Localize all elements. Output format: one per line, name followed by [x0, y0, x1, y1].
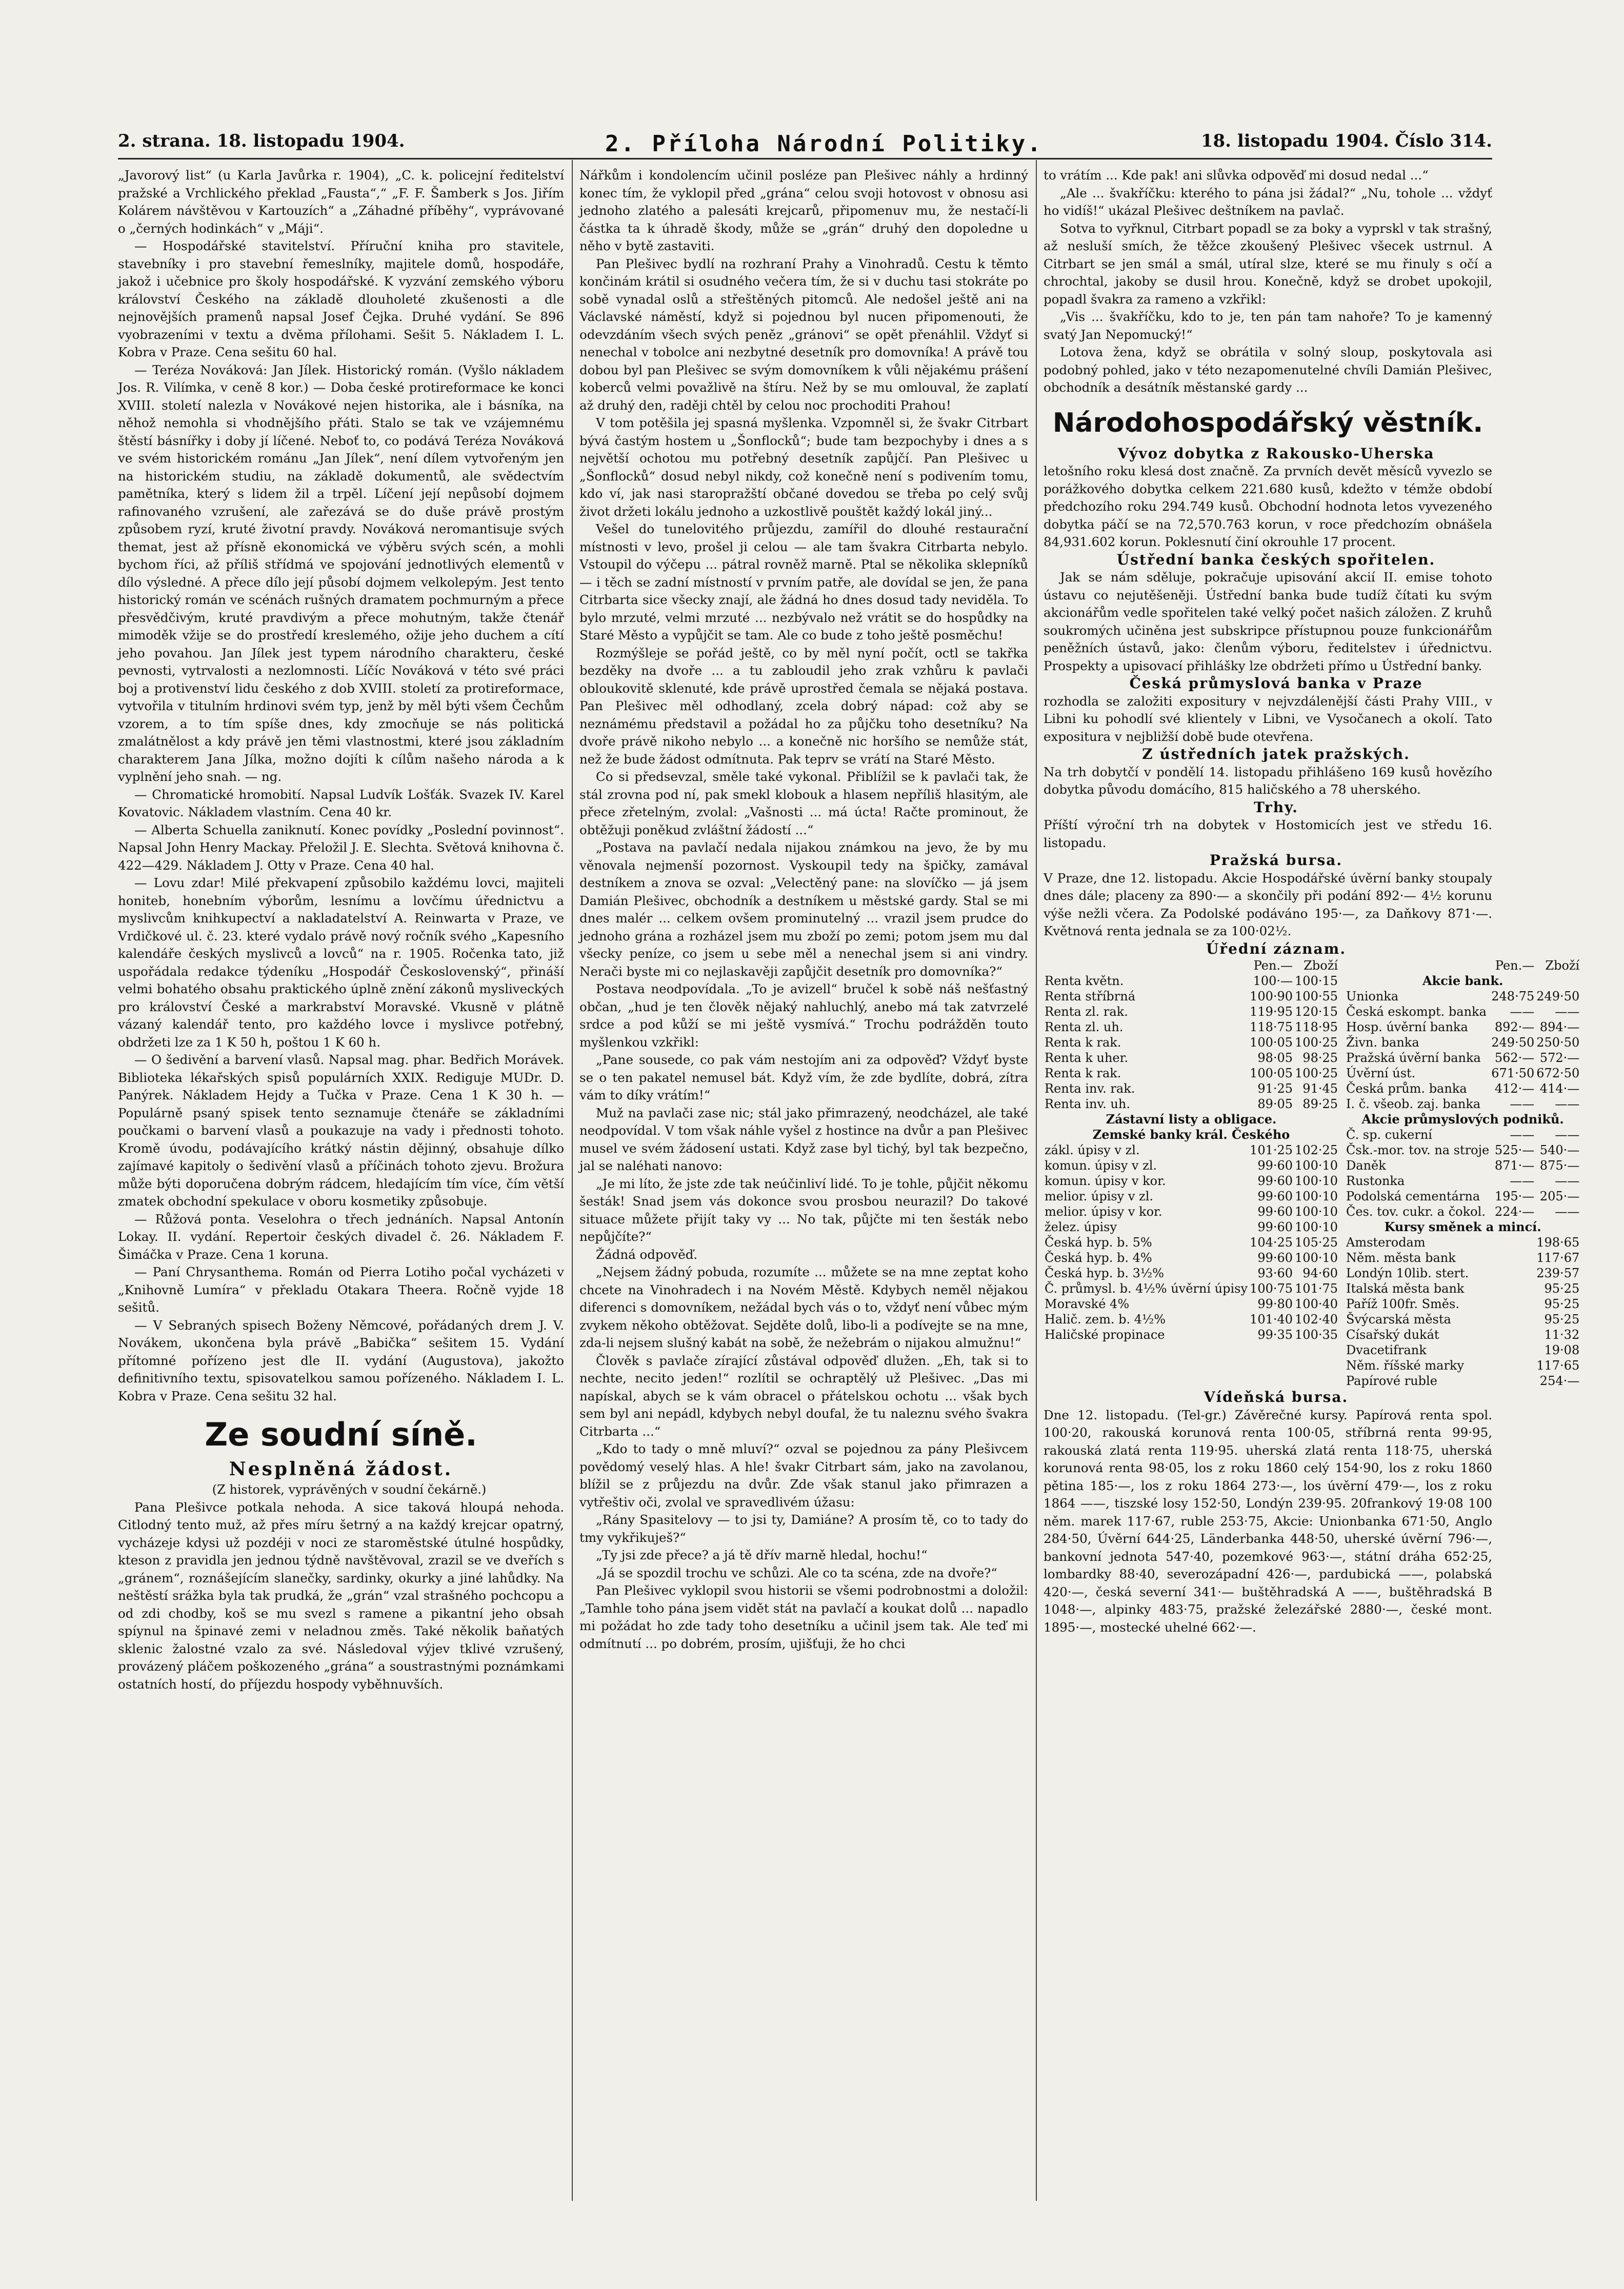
- table-cell: 101·25: [1250, 1143, 1293, 1157]
- table-cell: 100·05: [1250, 1066, 1293, 1080]
- table-cell: Zemské banky král. Českého: [1092, 1127, 1290, 1142]
- table-cell: 525·—: [1494, 1143, 1535, 1157]
- table-cell: Italská města bank: [1346, 1281, 1465, 1296]
- table-row: [1345, 1096, 1580, 1112]
- table-cell: 93·60: [1257, 1266, 1293, 1280]
- table-cell: 875·—: [1539, 1158, 1580, 1173]
- table-cell: 414·—: [1539, 1081, 1580, 1096]
- table-cell: 100·10: [1295, 1220, 1338, 1234]
- table-row: [1044, 1327, 1339, 1342]
- table-cell: Česká eskompt. banka: [1346, 1005, 1487, 1019]
- table-row: [1345, 989, 1580, 1004]
- table-cell: Rustonka: [1346, 1174, 1405, 1188]
- subheading: Vývoz dobytka z Rakousko-Uherska: [1117, 445, 1435, 462]
- table-cell: 254·—: [1539, 1374, 1580, 1388]
- table-row: [1044, 1158, 1339, 1173]
- table-cell: [1490, 1342, 1535, 1358]
- table-cell: 100·55: [1295, 989, 1338, 1003]
- paragraph: Rozmýšleje se pořád ještě, co by měl nyní počít, octl se takřka bezděky na dvoře ... a tu zabloudil jeho zrak vzhůru k pavlači obloukovitě sklenuté, kde právě uprostřed čemala se nějaká postava. Pan Plešivec měl odhodlaný, zcela dobrý nápad: což aby se neznámému představil a požádal ho za půjčku toho desetníku? Na dvoře právě nikoho nebylo ... a konečně nic horšího se nemůže stát, než že bude žádost odmítnuta. Pak teprv se vrátí na Staré Město.: [579, 645, 1028, 767]
- table-cell: 119·95: [1250, 1005, 1293, 1019]
- table-cell: 95·25: [1544, 1281, 1580, 1296]
- table-cell: Renta květn.: [1045, 974, 1124, 988]
- table-header-row: [1044, 958, 1339, 973]
- paragraph: Na trh dobytčí v pondělí 14. listopadu přihlášeno 169 kusů hovězího dobytka původu domácího, 815 haličského a 78 uherského.: [1044, 764, 1492, 797]
- table-cell: [1490, 1235, 1535, 1250]
- table-cell: Zástavní listy a obligace.: [1106, 1112, 1277, 1127]
- table-cell: Renta zl. uh.: [1045, 1020, 1124, 1034]
- header-title: 2. Příloha Národní Politiky.: [605, 131, 1043, 157]
- table-cell: ——: [1510, 1097, 1535, 1111]
- column-divider-1: [572, 160, 573, 2201]
- table-cell: Londýn 10lib. stert.: [1346, 1266, 1469, 1280]
- table-cell: 195·—: [1494, 1189, 1535, 1203]
- table-row: [1044, 1112, 1339, 1127]
- page-header: [118, 131, 1492, 162]
- table-cell: Renta inv. uh.: [1045, 1097, 1130, 1111]
- table-cell: 892·—: [1494, 1020, 1535, 1034]
- table-cell: [1490, 1266, 1535, 1281]
- table-cell: 89·25: [1302, 1097, 1338, 1111]
- paragraph: V tom potěšila jej spasná myšlenka. Vzpomněl si, že švakr Citrbart bývá častým hostem u „Šonflocků“; bude tam bezpochyby i dnes a s největší ochotou mu potřebný desetník zapůjčí. Pan Plešivec u „Šonflocků“ dosud nebyl nikdy, což konečně není s podivením tomu, kdo ví, jak nasi staropražští občané dovedou se třeba po celý svůj život držeti lokálu jednoho a uzkostlivě pouštět každý lokál jiný...: [579, 415, 1028, 519]
- article-source: (Z historek, vyprávěných v soudní čekárně.): [212, 1482, 487, 1497]
- table-row: [1044, 1019, 1339, 1035]
- table-cell: zákl. úpisy v zl.: [1045, 1143, 1140, 1157]
- paragraph: „Kdo to tady o mně mluví?“ ozval se pojednou za pány Plešivcem povědomý veselý hlas. A hle! švakr Citrbart sám, jako na zavolanou, blížil se z průjezdu na dvůr. Zde však stanul jako přimrazen a vytřeštiv oči, zvolal ve spravedlivém úžasu:: [579, 1441, 1028, 1510]
- table-header-cell: [1345, 958, 1490, 973]
- table-cell: Unionka: [1346, 989, 1399, 1003]
- paragraph: Muž na pavlači zase nic; stál jako přimrazený, neodcházel, ale také neodpovídal. V tom však náhle vyšel z hostince na dvůr a pan Plešivec musel ve svém žádosení ustati. Když zase byl tichý, byl tak bezpečno, jal se naléhati nanovo:: [579, 1105, 1028, 1173]
- table-cell: Podolská cementárna: [1346, 1189, 1480, 1203]
- paragraph: — Alberta Schuella zaniknutí. Konec povídky „Poslední povinnost“. Napsal John Henry Mackay. Přeložil J. E. Slechta. Světová knihovna č. 422—429. Nákladem J. Otty v Praze. Cena 40 hal.: [118, 822, 564, 873]
- table-cell: 105·25: [1295, 1235, 1338, 1250]
- table-row: [1345, 1189, 1580, 1204]
- column-3: [1044, 167, 1580, 2197]
- table-cell: Česká hyp. b. 5%: [1045, 1235, 1152, 1250]
- table-cell: želez. úpisy: [1045, 1220, 1117, 1234]
- table-header-row: [1345, 958, 1580, 973]
- table-cell: 250·50: [1536, 1035, 1580, 1050]
- table-cell: 99·60: [1257, 1158, 1293, 1173]
- table-cell: 99·60: [1257, 1174, 1293, 1188]
- table-cell: Kursy směnek a mincí.: [1384, 1219, 1541, 1234]
- table-cell: 11·32: [1544, 1328, 1580, 1342]
- table-cell: Čsk.-mor. tov. na stroje: [1346, 1143, 1490, 1157]
- table-cell: 100·35: [1295, 1328, 1338, 1342]
- table-cell: 118·95: [1295, 1020, 1338, 1034]
- table-cell: [1490, 1281, 1535, 1296]
- table-cell: 101·75: [1295, 1281, 1338, 1296]
- table-cell: 98·25: [1302, 1051, 1338, 1065]
- table-cell: 100·10: [1295, 1174, 1338, 1188]
- table-cell: ——: [1555, 1128, 1580, 1142]
- table-cell: Renta k uher.: [1045, 1051, 1129, 1065]
- table-row: [1345, 1342, 1580, 1358]
- table-row: [1345, 1296, 1580, 1312]
- table-cell: 540·—: [1539, 1143, 1580, 1157]
- table-cell: 99·60: [1257, 1251, 1293, 1265]
- paragraph: „Javorový list“ (u Karla Javůrka r. 1904), „C. k. policejní ředitelství pražské a Vrchlického překlad „Fausta“,“ „F. F. Šamberk s Jos. Jiřím Kolárem návštěvou v Kartouzích“ a „Záhadné příběhy“, vyprávované o „černých hodinkách“ v „Máji“.: [118, 168, 564, 236]
- table-cell: 91·25: [1257, 1081, 1293, 1096]
- subheading: Trhy.: [1254, 798, 1298, 816]
- table-row: [1044, 1173, 1339, 1189]
- table-row: [1345, 1081, 1580, 1096]
- subheading: Z ústředních jatek pražských.: [1142, 746, 1410, 762]
- table-row: [1345, 1142, 1580, 1158]
- paragraph: „Pane sousede, co pak vám nestojím ani za odpověď? Vždyť byste se o ten pakatel nemusel bát. Když vím, že zde bydlíte, dobrá, zítra vám to díky vrátím!“: [579, 1052, 1028, 1102]
- table-row: [1345, 1358, 1580, 1373]
- table-cell: [1490, 1358, 1535, 1373]
- table-cell: 412·—: [1494, 1081, 1535, 1096]
- header-right: 18. listopadu 1904. Číslo 314.: [1200, 131, 1492, 151]
- table-cell: 100·10: [1295, 1251, 1338, 1265]
- table-header-cell: Zboží: [1545, 958, 1580, 973]
- table-cell: ——: [1555, 1005, 1580, 1019]
- table-row: [1345, 1204, 1580, 1219]
- paragraph: „Vis ... švakříčku, kdo to je, ten pán tam nahoře? To je kamenný svatý Jan Nepomucký!“: [1044, 309, 1492, 342]
- column-1: [118, 167, 564, 2197]
- paragraph: — O šedivění a barvení vlasů. Napsal mag. phar. Bedřich Morávek. Biblioteka lékařských spisů populárních XXIX. Rediguje MUDr. D. Panýrek. Nákladem Hejdy a Tučka v Praze. Cena 1 K 30 h. — Populárně psaný spisek tento seznamuje čtenáře se základními poučkami o barvení vlasů a poukazuje na vady i přednosti tohoto. Kromě úvodu, podávajícího krátký nástin dějinný, obsahuje dílko zajímavé kapitoly o šedivění vlasů a příčinách tohoto zjevu. Brožura může býti doporučena dobrým rádcem, hledajícím tím více, čím větší zmatek obchodní spekulace v oboru kosmetiky způsobuje.: [118, 1052, 564, 1209]
- table-cell: 102·40: [1295, 1312, 1338, 1327]
- paragraph: „Ty jsi zde přece? a já tě dřív marně hledal, hochu!“: [596, 1548, 928, 1562]
- paragraph: — Růžová ponta. Veselohra o třech jednáních. Napsal Antonín Lokay. II. vydání. Repertoir českých divadel č. 26. Nákladem F. Šimáčka v Praze. Cena 1 koruna.: [118, 1211, 564, 1262]
- table-cell: 99·60: [1257, 1189, 1293, 1203]
- table-cell: 100·10: [1295, 1158, 1338, 1173]
- table-row: [1044, 1127, 1339, 1142]
- table-row: [1044, 1219, 1339, 1235]
- table-cell: Amsterodam: [1346, 1235, 1426, 1250]
- paragraph: „Postava na pavlačí nedala nijakou známkou na jevo, že by mu věnovala nejmenší pozornost. Vyskoupil tedy na špičky, zamával destníkem a znova se ozval: „Velectěný pane: na slovíčko — já jsem Damián Plešivec, obchodník a destníkem u městské gardy. Stal se mi dnes malér ... celkem ovšem prominutelný ... vrazil jsem prudce do jednoho grána a rozházel jsem mu zboží po zemi; potom jsem mu dal všecky peníze, co jsem u sebe měl a nenechal jsem si ani vindry. Nerači byste mi co nejlaskavěji zapůjčit desetník pro domovníka?“: [579, 840, 1028, 979]
- header-rule: [118, 158, 1492, 159]
- table-cell: 89·05: [1257, 1097, 1293, 1111]
- stock-table-left: [1044, 958, 1339, 1342]
- table-cell: 101·40: [1250, 1312, 1293, 1327]
- paragraph: to vrátím ... Kde pak! ani slůvka odpověď mi dosud nedal ...“: [1044, 168, 1429, 183]
- table-cell: komun. úpisy v zl.: [1045, 1158, 1157, 1173]
- table-row: [1044, 1142, 1339, 1158]
- table-cell: 871·—: [1494, 1158, 1535, 1173]
- table-cell: ——: [1555, 1174, 1580, 1188]
- table-row: [1044, 1204, 1339, 1219]
- table-row: [1345, 1281, 1580, 1296]
- table-cell: 100·10: [1295, 1189, 1338, 1203]
- header-left: 2. strana. 18. listopadu 1904.: [118, 131, 405, 151]
- table-cell: Renta zl. rak.: [1045, 1005, 1128, 1019]
- table-cell: 95·25: [1544, 1312, 1580, 1327]
- table-header-cell: Zboží: [1304, 958, 1338, 973]
- table-row: [1345, 1327, 1580, 1342]
- table-title: Úřední záznam.: [1206, 940, 1347, 957]
- paragraph: Příští výroční trh na dobytek v Hostomicích jest ve středu 16. listopadu.: [1044, 817, 1492, 850]
- table-row: [1044, 1066, 1339, 1081]
- table-cell: Česká prům. banka: [1346, 1081, 1467, 1096]
- table-row: [1345, 1312, 1580, 1327]
- paragraph: Sotva to vyřknul, Citrbart popadl se za boky a vyprskl v tak strašný, až nesluší smích, že těžce zkoušený Plešivec všecek ustrnul. A Citrbart se jen smál a smál, utíral slze, které se mu řinuly s očí a chrochtal, jakoby se dusil hrou. Konečně, když se drobet upokojil, popadl švakra za rameno a vzkřikl:: [1044, 220, 1492, 307]
- paragraph: Pan Plešivec vyklopil svou historii se všemi podrobnostmi a doložil: „Tamhle toho pána jsem vidět stát na pavlačí a koukat dolů ... napadlo mi požádat ho zde tady toho desetníku a učinil jsem tak. Ale teď mi odmítnutí ... po dobrém, prosím, ujišťuji, že ho chci: [579, 1583, 1028, 1651]
- table-cell: 99·60: [1257, 1220, 1293, 1234]
- table-row: [1345, 1112, 1580, 1127]
- column-divider-2: [1036, 160, 1037, 2201]
- table-cell: Č. průmysl. b. 4½% úvěrní úpisy: [1045, 1281, 1248, 1296]
- table-row: [1345, 1373, 1580, 1389]
- table-cell: 102·25: [1295, 1143, 1338, 1157]
- table-cell: I. č. všeob. zaj. banka: [1346, 1097, 1481, 1111]
- paragraph: Vešel do tunelovitého průjezdu, zamířil do dlouhé restaurační místnosti v levo, prošel ji celou — ale tam švakra Citrbarta nebylo. Vstoupil do výčepu ... pátral rovněž marně. Ptal se několika sklepníků — i těch se zadní místností v prvním patře, ale dovídal se jen, že pana Citrbarta sice všecky znají, ale žádná ho dnes dosud tady neviděla. To bylo mrzuté, velmi mrzuté ... nezbývalo než vrátit se do hospůdky na Staré Město a vypůjčit se tam. Ale co bude z toho ještě posměchu!: [579, 521, 1028, 642]
- table-cell: Císařský dukát: [1346, 1328, 1439, 1342]
- table-cell: 104·25: [1250, 1235, 1293, 1250]
- table-header-cell: Pen.—: [1495, 958, 1535, 973]
- table-cell: Daněk: [1346, 1158, 1386, 1173]
- paragraph: „Já se spozdil trochu ve schůzi. Ale co ta scéna, zde na dvoře?“: [596, 1565, 997, 1580]
- table-cell: [1490, 1250, 1535, 1266]
- column-2: [579, 167, 1028, 2197]
- table-cell: 205·—: [1539, 1189, 1580, 1203]
- table-row: [1044, 973, 1339, 989]
- table-cell: 94·60: [1302, 1266, 1338, 1280]
- table-cell: 95·25: [1544, 1297, 1580, 1311]
- table-cell: Čes. tov. cukr. a čokol.: [1346, 1204, 1486, 1219]
- table-cell: 249·50: [1491, 1035, 1535, 1050]
- paragraph: — Hospodářské stavitelství. Příruční kniha pro stavitele, stavebníky i pro stavební řemeslníky, majitele domů, hospodáře, jakož i učebnice pro školy hospodářské. K vyzvání zemského výboru království Českého na základě dlouholeté zkušenosti a dle nejnovějších pramenů napsal Josef Čejka. Druhé vydání. Se 896 vyobrazeními v textu a dvěma přílohami. Sešit 5. Nákladem I. L. Kobra v Praze. Cena sešitu 60 hal.: [118, 238, 564, 359]
- paragraph: Nářkům i kondolencím učinil posléze pan Plešivec náhly a hrdinný konec tím, že vyklopil před „grána“ celou svoji hotovost v obnosu asi jednoho zlatého a palesáti krejcarů, připomenuv mu, že nestačí-li částka ta k úhradě škody, může se „grán“ druhý den dopoledne u něho v bytě zastaviti.: [579, 168, 1028, 253]
- table-row: [1044, 1081, 1339, 1096]
- paragraph: — Lovu zdar! Milé překvapení způsobilo každému lovci, majiteli honiteb, honebním výborům, lesnímu a lovčímu úřednictvu a myslivcům knihkupectví a nakladatelství A. Reinwarta v Praze, ve Vrdičkové ul. č. 23. které vydalo právě nový ročník svého „Kapesního kalendáře českých myslivců a lovců“ na r. 1905. Ročenka tato, již uspořádala redakce týdeníku „Hospodář Československý“, přináší velmi bohatého obsahu praktického úplně znění zákonů mysliveckých pro království České a markrabství Moravské. Vkusně v plátně vázaný kalendář tento, pro každého lovce i myslivce potřebný, obdržeti lze za 1 K 50 h, poštou 1 K 60 h.: [118, 875, 564, 1050]
- table-row: [1345, 1235, 1580, 1250]
- table-row: [1044, 989, 1339, 1004]
- table-cell: Halič. zem. b. 4½%: [1045, 1312, 1166, 1327]
- table-cell: [1490, 1373, 1535, 1389]
- table-cell: 239·57: [1536, 1266, 1580, 1280]
- table-cell: Akcie průmyslových podniků.: [1361, 1112, 1564, 1127]
- paragraph: — Teréza Nováková: Jan Jílek. Historický román. (Vyšlo nákladem Jos. R. Vilímka, v ceně 8 kor.) — Doba české protireformace ke konci XVIII. století nalezla v Novákové nejen historika, ale i básníka, na něhož nemohla si vhodnějšího přáti. Stalo se tak ve vzájemnému štěstí básnířky i doby jí líčené. Neboť to, co podává Teréza Nováková ve svém historickém románu „Jan Jílek“, není dílem vytvořeným jen na historickém studiu, na základě dokumentů, ale svědectvím pamětníka, který s lidem žil a trpěl. Líčení její nepůsobí dojmem rafinovaného vzrušení, ale zařezává se do duše právě prostým způsobem ryzí, kruté životní pravdy. Nováková neromantisuje svých themat, jest až přísně ekonomická ve výběru svých scén, a mohli bychom říci, až příliš střídmá ve spojování jednotlivých elementů v dílo výsledné. A přece dílo její působí dojmem velkolepým. Jest tento historický román ve scénách rušných dramatem pochmurným a přece přesvědčivým, kruté pravdivým a přece mohutným, takže čtenář mimoděk vžije se do prostředí kreslemého, ožije jeho duchem a cítí jeho povahou. Jan Jílek jest typem národního charakteru, české pevnosti, vytrvalosti a nezlomnosti. Líčíc Nováková v této své práci boj a protivenství lidu českého z dob XVIII. století za protireformace, vytvořila v titulním hrdinovi svém typ, jenž by měl býti všem Čechům vzorem, a to tím spíše dnes, kdy zmocňuje se nás politická zmalátnělost a kdy právě jen těmi vlastnostmi, které jsou základním charakterem Jana Jílka, možno dojíti k cílům našeho národa a k vyplnění jeho snah. — ng.: [118, 362, 564, 784]
- table-row: [1345, 1173, 1580, 1189]
- table-cell: 120·15: [1295, 1005, 1338, 1019]
- table-cell: komun. úpisy v kor.: [1045, 1174, 1166, 1188]
- table-cell: ——: [1510, 1005, 1535, 1019]
- table-cell: ——: [1555, 1097, 1580, 1111]
- table-row: [1345, 1158, 1580, 1173]
- article-title: Nesplněná žádost.: [229, 1458, 453, 1480]
- table-cell: Renta inv. rak.: [1045, 1081, 1135, 1096]
- table-cell: Živn. banka: [1346, 1035, 1419, 1050]
- table-row: [1345, 1219, 1580, 1235]
- table-cell: 100·75: [1250, 1281, 1293, 1296]
- table-cell: Česká hyp. b. 4%: [1045, 1251, 1152, 1265]
- paragraph: „Nejsem žádný pobuda, rozumíte ... můžete se na mne zeptat koho chcete na Vinohradech i na Novém Městě. Kdybych neměl nějakou diferenci s domovníkem, nežádal bych vás o to, vždyť není vůbec mým zvykem někoho obtěžovat. Sejděte dolů, libo-li a podívejte se na mne, zda-li nejsem slušný kabát na sobě, že nežebrám o nijakou almužnu!“: [579, 1264, 1028, 1350]
- table-cell: 117·65: [1536, 1358, 1580, 1373]
- paragraph: „Je mi líto, že jste zde tak neúčinliví lidé. To je tohle, půjčit někomu šesták! Snad jsem vás dokonce svou prosbou neurazil? Do takové situace můžete přijít taky vy ... No tak, půjčte mi ten šesták nebo nepůjčíte?“: [579, 1176, 1028, 1244]
- table-cell: Česká hyp. b. 3½%: [1045, 1266, 1164, 1280]
- table-cell: 99·35: [1257, 1328, 1293, 1342]
- paragraph: Dne 12. listopadu. (Tel-gr.) Závěrečné kursy. Papírová renta spol. 100·20, rakouská korunová renta 100·05, stříbrná renta 99·95, rakouská zlatá renta 119·95. uherská zlatá renta 118·75, uherská korunová renta 98·05, los z roku 1860 celý 154·90, los z roku 1860 pětina 185·—, los z roku 1864 273·—, los úvěrní 479·—, los z roku 1864 ——, tiszské losy 152·50, Londýn 239·95. 20frankový 19·08 100 něm. marek 117·67, ruble 253·75, Akcie: Unionbanka 671·50, Anglo 284·50, Úvěrní 644·25, Länderbanka 448·50, uherské úvěrní 796·—, bankovní jednota 547·40, pozemkové 963·—, státní dráha 652·25, lombardky 88·40, severozápadní 426·—, pardubická ——, polabská 420·—, česká severní 341·— buštěhradská A ——, buštěhradská B 1048·—, alpinky 483·75, pražské železářské 2880·—, české mont. 1895·—, mostecké uhelné 662·—.: [1044, 1407, 1492, 1635]
- section-title-court: Ze soudní síně.: [205, 1416, 477, 1453]
- table-cell: 100·05: [1250, 1035, 1293, 1050]
- paragraph: Pan Plešivec bydlí na rozhraní Prahy a Vinohradů. Cestu k těmto končinám krátil si osudného večera tím, že si v duchu tasi stokráte po sobě vynadal oslů a střeštěných pitomců. Ale nedošel ještě ani na Václavské náměstí, když si pojednou byl nucen připomenouti, že odevzdáním všech svých peněz „gránovi“ se opět přenáhlil. Vždyť si nenechal v tobolce ani nezbytné desetník pro domovníka! A právě tou dobou byl pan Plešivec se svým domovníkem k vůli nějakému prášení koberců velmi považlivě na štíru. Než by se mu omlouval, že zaplatí až druhý den, raději chtěl by celou noc prochoditi Prahou!: [579, 256, 1028, 413]
- table-row: [1044, 1312, 1339, 1327]
- paragraph: — V Sebraných spisech Boženy Němcové, pořádaných drem J. V. Novákem, ukončena byla právě „Babička“ sešitem 15. Vydání přítomné pořízeno jest dle II. vydání (Augustova), jakožto definitivního textu, spisovatelkou samou pořízeného. Nákladem I. L. Kobra v Praze. Cena sešitu 32 hal.: [118, 1317, 564, 1403]
- table-cell: melior. úpisy v kor.: [1045, 1204, 1162, 1219]
- table-cell: 100·90: [1250, 989, 1293, 1003]
- table-cell: ——: [1510, 1128, 1535, 1142]
- table-cell: 672·50: [1536, 1066, 1580, 1080]
- table-cell: Č. sp. cukerní: [1346, 1128, 1432, 1142]
- table-cell: Haličské propinace: [1045, 1328, 1165, 1342]
- table-cell: Hosp. úvěrní banka: [1346, 1020, 1468, 1034]
- paragraph: Co si předsevzal, směle také vykonal. Přiblížil se k pavlači tak, že stál zrovna pod ní, pak smekl klobouk a hlasem nepříliš hlasitým, ale přece zřetelným, zvolal: „Vašnosti ... má úcta! Račte prominout, že obtěžuji poněkud zvláštní žádostí ...“: [579, 769, 1028, 837]
- table-cell: 117·67: [1536, 1251, 1580, 1265]
- table-cell: Moravské 4%: [1045, 1297, 1130, 1311]
- paragraph: V Praze, dne 12. listopadu. Akcie Hospodářské úvěrní banky stoupaly dnes dále; placeny za 890·— a skončily při podání 892·— 4½ korunu výše nežli včera. Za Podolské podáváno 195·—, za Daňkovy 871·—. Květnová renta jednala se za 100·02½.: [1044, 870, 1492, 938]
- table-header-cell: Pen.—: [1253, 958, 1293, 973]
- table-row: [1044, 1035, 1339, 1050]
- table-cell: 671·50: [1491, 1066, 1535, 1080]
- table-cell: 894·—: [1539, 1020, 1580, 1034]
- table-row: [1044, 1281, 1339, 1296]
- table-row: [1345, 1250, 1580, 1266]
- table-row: [1044, 1050, 1339, 1066]
- paragraph: Pana Plešivce potkala nehoda. A sice taková hloupá nehoda. Citlodný tento muž, až přes míru šetrný a na každý krejcar opatrný, vycházeje kdysi už pozdéji v noci ze staroměstské útulné hospůdky, kteson z pravidla jen jednou týdně navštěvoval, zrazil se ve dveřích s „gránem“, roznášejícím slanečky, sardinky, okurky a jiné lahůdky. Na neštěstí srážka byla tak prudká, že „grán“ vzal strašného pochcopu a od zdi chodby, koš se mu svezl s ramene a pikantní jeho obsah spíynul na špinavé zemi v neladnou změs. Také několik baňatých sklenic žalostné vzalo za své. Následoval výjev tklivé vzrušený, provázený pláčem poškozeného „grána“ a soustrastnými poznámkami ostatních hostí, do příjezdu hospody vyběhnuvších.: [118, 1499, 564, 1692]
- table-cell: 100·15: [1295, 974, 1338, 988]
- table-row: [1345, 1066, 1580, 1081]
- table-row: [1044, 1250, 1339, 1266]
- subheading: Pražská bursa.: [1209, 852, 1343, 869]
- table-cell: 99·80: [1257, 1297, 1293, 1311]
- table-cell: 100·—: [1253, 974, 1293, 988]
- table-cell: Renta k rak.: [1045, 1035, 1121, 1050]
- paragraph: — Chromatické hromobití. Napsal Ludvík Lošťák. Svazek IV. Karel Kovatovic. Nákladem vlastním. Cena 40 kr.: [118, 787, 564, 819]
- table-cell: 224·—: [1494, 1204, 1535, 1219]
- table-cell: Pražská úvěrní banka: [1346, 1051, 1481, 1065]
- table-row: [1345, 1050, 1580, 1066]
- paragraph: Žádná odpověď.: [596, 1247, 698, 1262]
- table-cell: 248·75: [1491, 989, 1535, 1003]
- table-cell: Renta stříbrná: [1045, 989, 1136, 1003]
- paragraph: Jak se nám sděluje, pokračuje upisování akcií II. emise tohoto ústavu co nejutěšeněji. Ústřední banka bude tudíž čítati ku svým akcionářům vedle spořitelen také velký počet našich záložen. Z kruhů soukromých učiněna jest subskripce přístupnou pouze funkcionářům peněžních ústavů, jako: členům výboru, ředitelstev i úřednictvu. Prospekty a upisovací přihlášky lze obdržeti přímo u Ústřední banky.: [1044, 570, 1492, 673]
- table-row: [1044, 1235, 1339, 1250]
- table-cell: melior. úpisy v zl.: [1045, 1189, 1153, 1203]
- stock-table-right: [1345, 958, 1580, 1389]
- table-cell: 91·45: [1302, 1081, 1338, 1096]
- table-row: [1044, 1004, 1339, 1019]
- table-cell: Paříž 100fr. Směs.: [1346, 1297, 1459, 1311]
- table-row: [1345, 1035, 1580, 1050]
- table-cell: 100·25: [1295, 1066, 1338, 1080]
- table-cell: 249·50: [1536, 989, 1580, 1003]
- table-row: [1345, 1127, 1580, 1142]
- paragraph: rozhodla se založiti expositury v nejvzdálenější části Prahy VIII., v Libni ku pohodlí své klientely v Libni, ve Vysočanech a okolí. Tato expositura v nejbližší době bude otevřena.: [1044, 693, 1492, 744]
- table-cell: [1490, 1327, 1535, 1342]
- paragraph: Člověk s pavlače zírající zůstával odpověď dlužen. „Eh, tak si to nechte, necito jeden!“ rozlítil se ochraptělý už Plešivec. „Das mi napískal, abych se k vám obracel o přátelskou ochotu ... však bych sem byl ani nepádl, kdybych nebyl doufal, že tu naleznu svého švakra Citrbarta ...“: [579, 1353, 1028, 1439]
- table-row: [1345, 1019, 1580, 1035]
- table-cell: Renta k rak.: [1045, 1066, 1121, 1080]
- table-row: [1044, 1189, 1339, 1204]
- table-cell: Švýcarská města: [1346, 1312, 1451, 1327]
- table-row: [1345, 973, 1580, 989]
- stock-tables: [1044, 958, 1580, 1389]
- paragraph: — Paní Chrysanthema. Román od Pierra Lotiho počal vycházeti v „Knihovně Lumíra“ v překladu Otakara Theera. Ročně vyjde 18 sešitů.: [118, 1264, 564, 1315]
- subheading: Česká průmyslová banka v Praze: [1129, 675, 1423, 692]
- paragraph: „Rány Spasitelovy — to jsi ty, Damiáne? A prosím tě, co to tady do tmy vykřikuješ?“: [579, 1512, 1028, 1545]
- paragraph: letošního roku klesá dost značně. Za prvních devět měsíců vyvezlo se porážkového dobytka celkem 221.680 kusů, kdežto v témže období předchozího roku 294.749 kusů. Obchodní hodnota letos vyvezeného dobytka páčí se na 72,570.763 korun, v roce předchozím obnášela 84,931.602 korun. Poklesnutí činí okrouhle 17 procent.: [1044, 464, 1492, 549]
- table-cell: 99·60: [1257, 1204, 1293, 1219]
- table-cell: 100·10: [1295, 1204, 1338, 1219]
- table-row: [1044, 1266, 1339, 1281]
- paragraph: Postava neodpovídala. „To je avizell“ bručel k sobě náš nešťastný občan, „hud je ten člověk nějaký nahluchlý, anebo má tak zatvrzelé srdce a pod kůží se mi ještě vysmívá.“ Trochu podrážděn touto myšlenkou vzkřikl:: [579, 981, 1028, 1050]
- table-row: [1345, 1266, 1580, 1281]
- table-cell: Dvacetifrank: [1346, 1343, 1427, 1357]
- section-title-economy: Národohospodářský věstník.: [1052, 407, 1483, 438]
- table-cell: Papírové ruble: [1346, 1374, 1437, 1388]
- table-cell: 562·—: [1494, 1051, 1535, 1065]
- table-cell: 19·08: [1544, 1343, 1580, 1357]
- table-cell: 100·25: [1295, 1035, 1338, 1050]
- subheading: Vídeňská bursa.: [1204, 1389, 1349, 1405]
- table-cell: Úvěrní úst.: [1346, 1066, 1416, 1080]
- table-cell: Něm. říšské marky: [1346, 1358, 1465, 1373]
- table-row: [1345, 1004, 1580, 1019]
- table-cell: [1490, 1312, 1535, 1327]
- table-cell: ——: [1510, 1174, 1535, 1188]
- table-header-cell: [1044, 958, 1249, 973]
- table-cell: 98·05: [1257, 1051, 1293, 1065]
- table-cell: 100·40: [1295, 1297, 1338, 1311]
- table-row: [1044, 1296, 1339, 1312]
- table-cell: 118·75: [1250, 1020, 1293, 1034]
- table-cell: 198·65: [1536, 1235, 1580, 1250]
- paragraph: „Ale ... švakříčku: kterého to pána jsi žádal?“ „Nu, tohole ... vždyť ho vidíš!“ ukázal Plešivec deštníkem na pavlač.: [1044, 185, 1492, 218]
- subheading: Ústřední banka českých spořitelen.: [1116, 551, 1436, 568]
- table-cell: Něm. města bank: [1346, 1251, 1456, 1265]
- table-cell: 572·—: [1539, 1051, 1580, 1065]
- table-cell: [1490, 1296, 1535, 1312]
- table-row: [1044, 1096, 1339, 1112]
- table-cell: ——: [1555, 1204, 1580, 1219]
- paragraph: Lotova žena, když se obrátila v solný sloup, poskytovala asi podobný pohled, jako v této nezapomenutelné chvíli Damián Plešivec, obchodník a desátník městanské gardy ...: [1044, 345, 1492, 395]
- table-cell: Akcie bank.: [1422, 973, 1503, 988]
